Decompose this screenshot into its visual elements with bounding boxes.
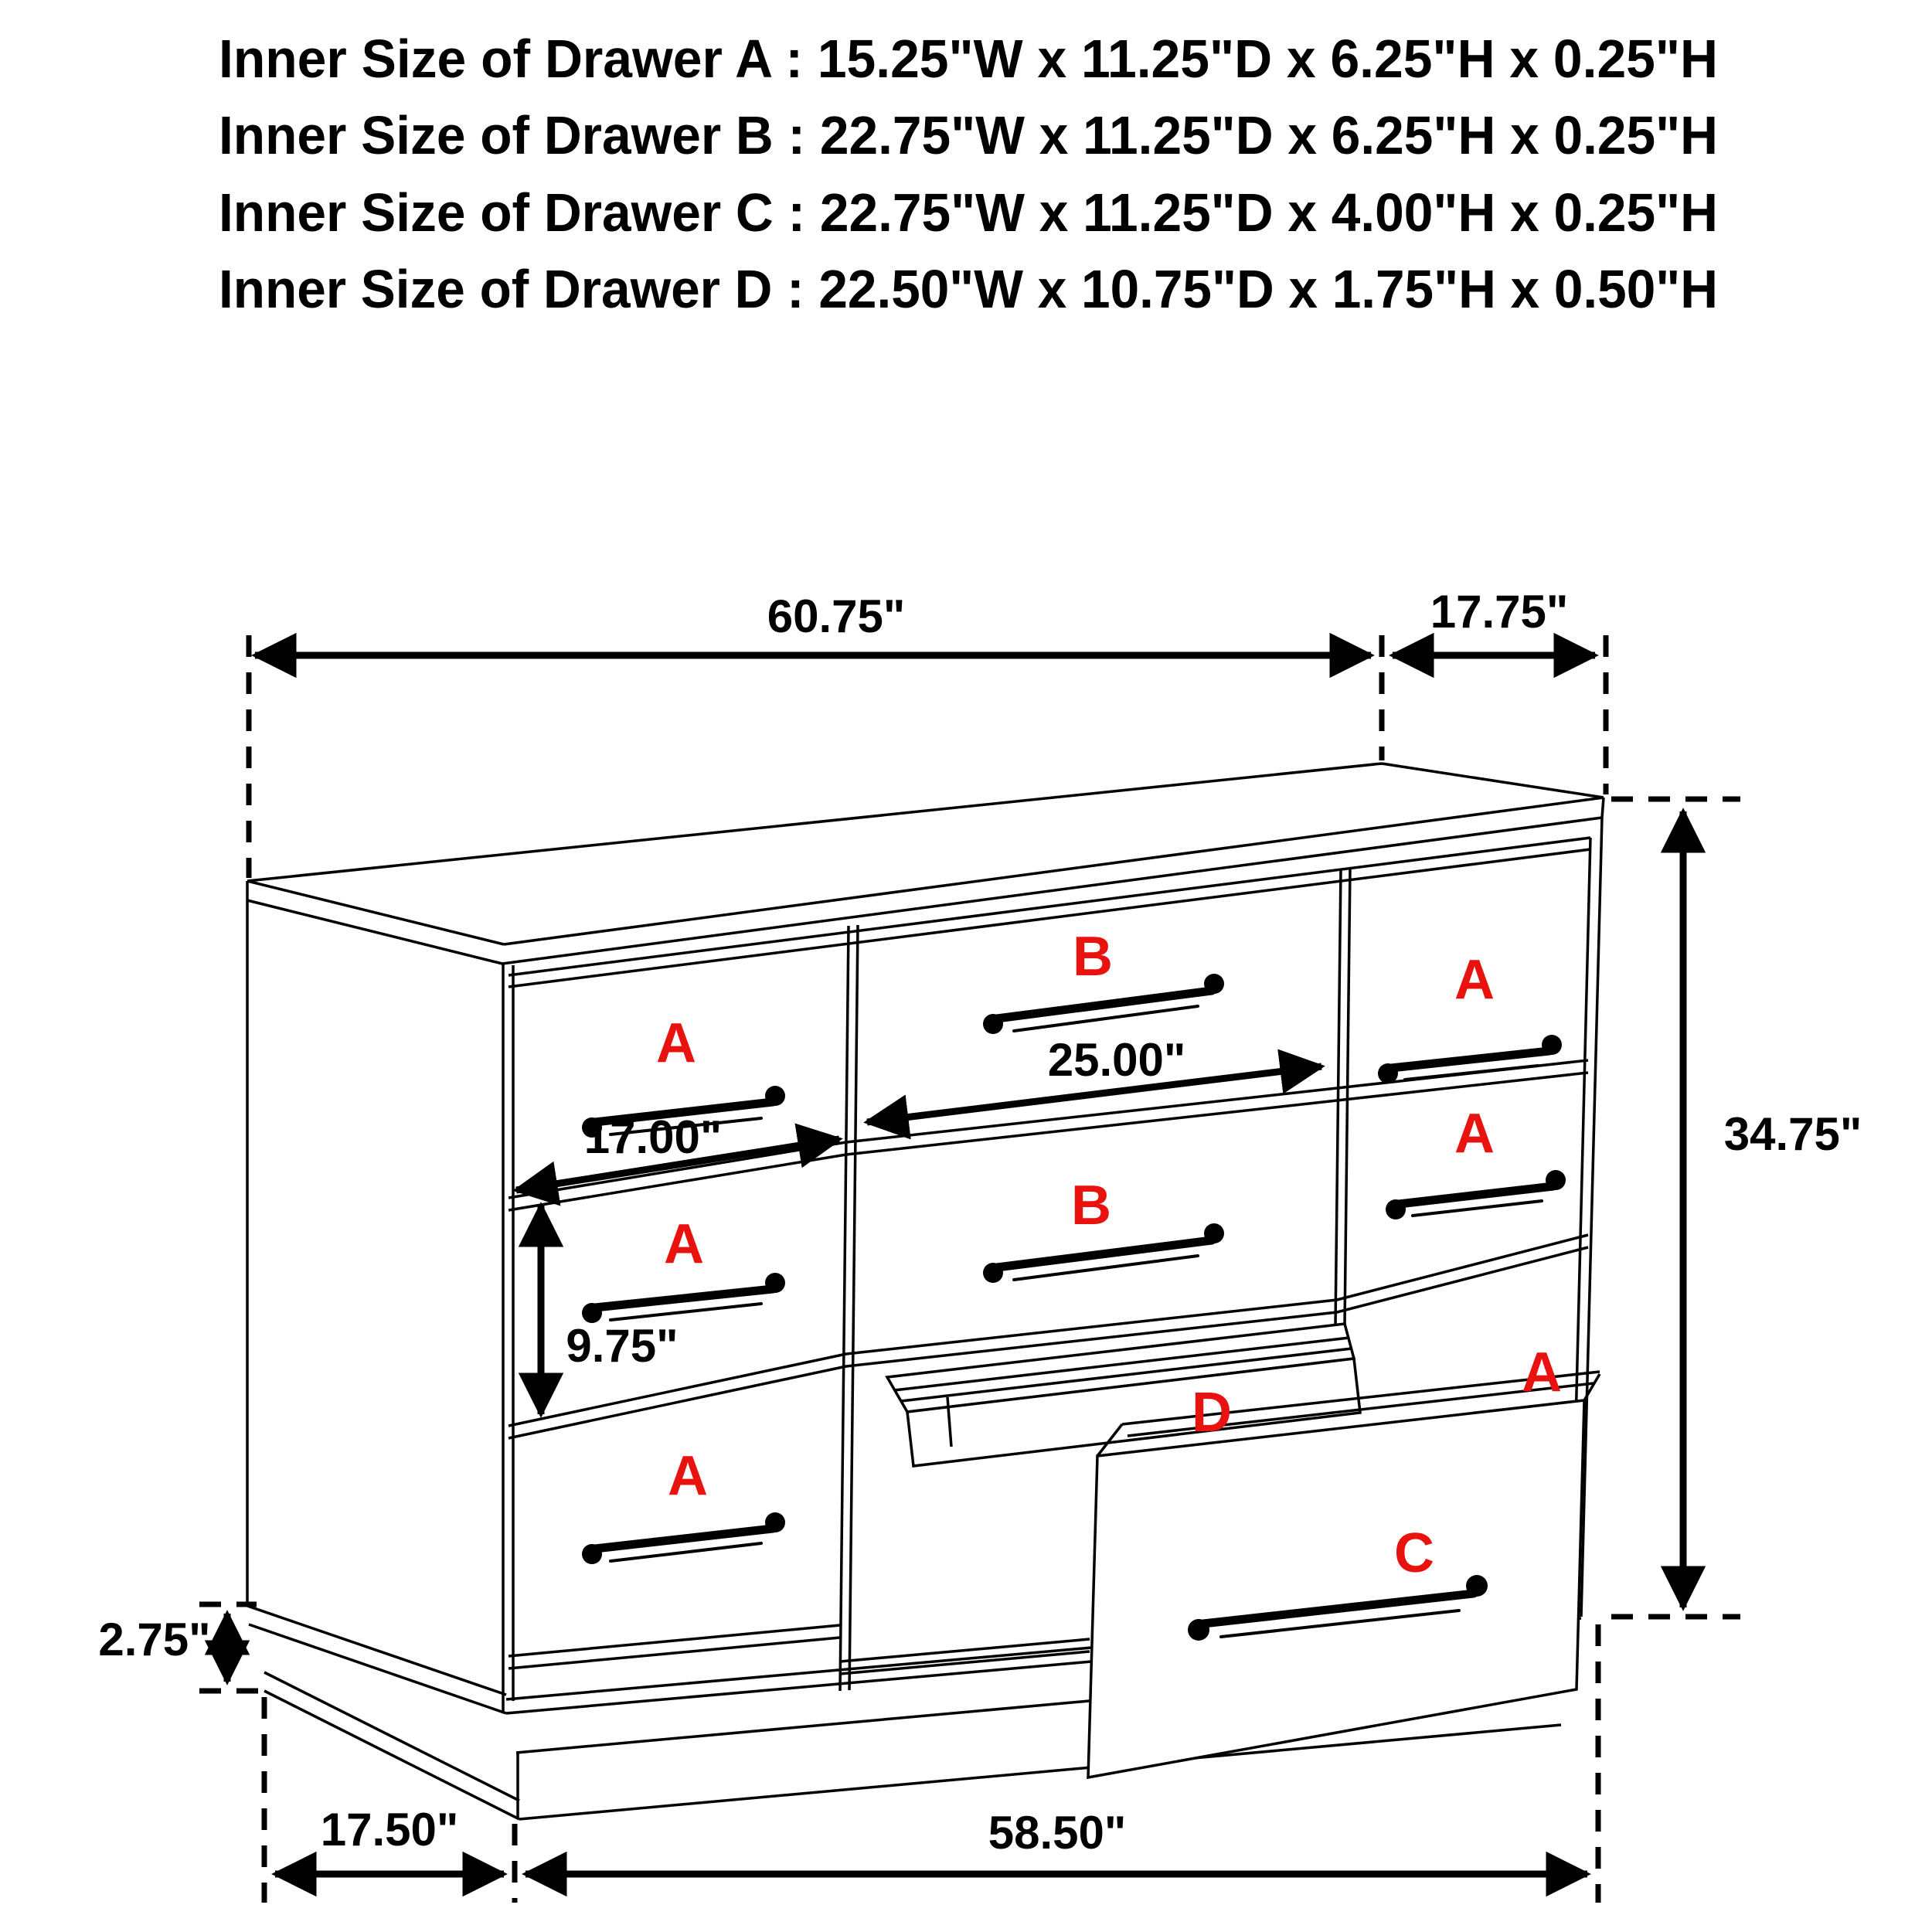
divider-left [840,925,858,1691]
dim-drawer-a-height: 9.75" [566,1320,679,1372]
rail-row3-left [509,1625,840,1668]
dim-bottom-width: 58.50" [988,1807,1127,1859]
label-drawer-a1-right: A [1454,949,1495,1011]
top-rail [509,838,1590,987]
spec-line-drawer-a: Inner Size of Drawer A : 15.25"W x 11.25"D x 6.25"H x 0.25"H [219,29,1718,89]
dim-bottom-depth: 17.50" [320,1804,459,1855]
dim-drawer-a-width: 17.00" [583,1111,723,1163]
label-drawer-a2-right: A [1454,1103,1495,1165]
header-spec-text [219,29,1718,319]
dim-overall-width: 60.75" [767,590,906,642]
left-side-panel [247,881,513,1713]
label-drawer-a3-left: A [668,1445,708,1507]
label-drawer-d: D [1192,1382,1232,1444]
label-drawer-c: C [1394,1522,1434,1584]
handle-a3-left [582,1512,785,1564]
handle-a2-right [1386,1170,1566,1219]
open-drawer-c [1088,1372,1600,1777]
label-drawer-a2-left: A [664,1213,704,1275]
dim-base-height: 2.75" [98,1614,211,1665]
drawer-c-front [1088,1400,1584,1777]
handle-a2-left [582,1273,785,1323]
dim-drawer-b-width: 25.00" [1047,1034,1186,1086]
dim-overall-height: 34.75" [1723,1108,1862,1160]
spec-line-drawer-d: Inner Size of Drawer D : 22.50"W x 10.75"D x 1.75"H x 0.50"H [219,259,1718,319]
open-bay-floor [840,1639,1090,1674]
label-drawer-a1-left: A [656,1012,696,1074]
label-drawer-b2: B [1071,1175,1111,1236]
handle-a1-right [1378,1035,1562,1083]
dim-top-depth: 17.75" [1430,586,1569,638]
label-drawer-b1: B [1073,926,1113,988]
label-drawer-a3-right: A [1522,1342,1562,1403]
spec-line-drawer-b: Inner Size of Drawer B : 22.75"W x 11.25"D x 6.25"H x 0.25"H [219,105,1718,165]
spec-line-drawer-c: Inner Size of Drawer C : 22.75"W x 11.25"D x 4.00"H x 0.25"H [219,182,1718,243]
